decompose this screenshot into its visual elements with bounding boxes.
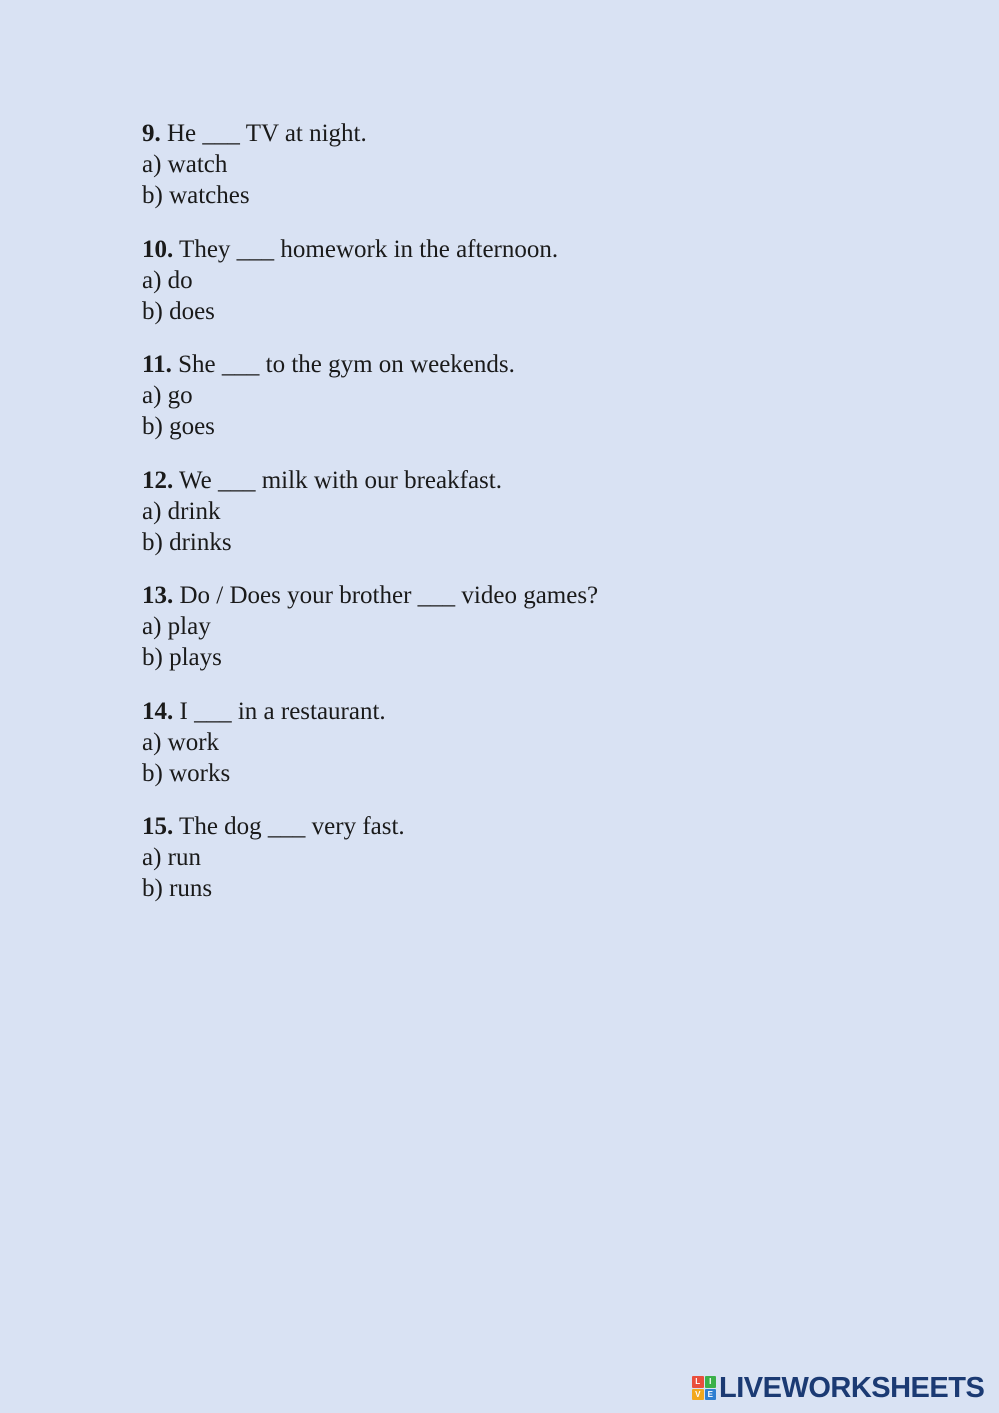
question-9 xyxy=(142,118,862,211)
question-number: 12. xyxy=(142,466,174,494)
option-a: a) go xyxy=(142,382,193,409)
option-a: a) run xyxy=(142,844,201,871)
question-stem xyxy=(142,234,862,265)
question-text: The dog ___ very fast. xyxy=(173,813,405,840)
question-number: 10. xyxy=(142,235,174,263)
question-13 xyxy=(142,580,862,673)
question-11 xyxy=(142,349,862,442)
option-b: b) runs xyxy=(142,875,213,902)
question-number: 11. xyxy=(142,351,172,378)
question-stem xyxy=(142,349,862,380)
option-b: b) does xyxy=(142,297,215,325)
question-number: 14. xyxy=(142,697,174,725)
worksheet xyxy=(142,118,862,927)
logo-letter: I xyxy=(705,1376,717,1388)
question-number: 9. xyxy=(142,120,161,147)
question-text: She ___ to the gym on weekends. xyxy=(171,351,515,378)
option-a: a) play xyxy=(142,613,211,640)
question-text: He ___ TV at night. xyxy=(160,120,367,147)
option-a: a) drink xyxy=(142,497,221,525)
liveworksheets-mark-icon xyxy=(692,1376,716,1400)
option-a: a) watch xyxy=(142,151,228,178)
question-stem xyxy=(142,696,862,727)
question-number: 13. xyxy=(142,582,174,609)
brand-name: LIVEWORKSHEETS xyxy=(719,1372,985,1404)
option-a: a) work xyxy=(142,728,220,756)
option-b: b) goes xyxy=(142,413,215,440)
question-text: They ___ homework in the afternoon. xyxy=(173,235,559,263)
question-text: We ___ milk with our breakfast. xyxy=(173,466,502,494)
question-stem xyxy=(142,811,862,842)
option-a: a) do xyxy=(142,266,193,294)
question-12 xyxy=(142,465,862,558)
option-b: b) watches xyxy=(142,182,250,209)
question-stem xyxy=(142,118,862,149)
question-text: Do / Does your brother ___ video games? xyxy=(173,582,599,609)
liveworksheets-logo xyxy=(692,1373,984,1403)
question-stem xyxy=(142,465,862,496)
logo-letter: L xyxy=(692,1376,704,1388)
question-10 xyxy=(142,234,862,327)
question-text: I ___ in a restaurant. xyxy=(173,697,386,725)
question-number: 15. xyxy=(142,813,174,840)
logo-letter: E xyxy=(705,1389,717,1401)
option-b: b) drinks xyxy=(142,528,232,556)
logo-letter: V xyxy=(692,1389,704,1401)
question-15 xyxy=(142,811,862,904)
question-stem xyxy=(142,580,862,611)
option-b: b) works xyxy=(142,759,231,787)
question-14 xyxy=(142,696,862,789)
option-b: b) plays xyxy=(142,644,222,671)
